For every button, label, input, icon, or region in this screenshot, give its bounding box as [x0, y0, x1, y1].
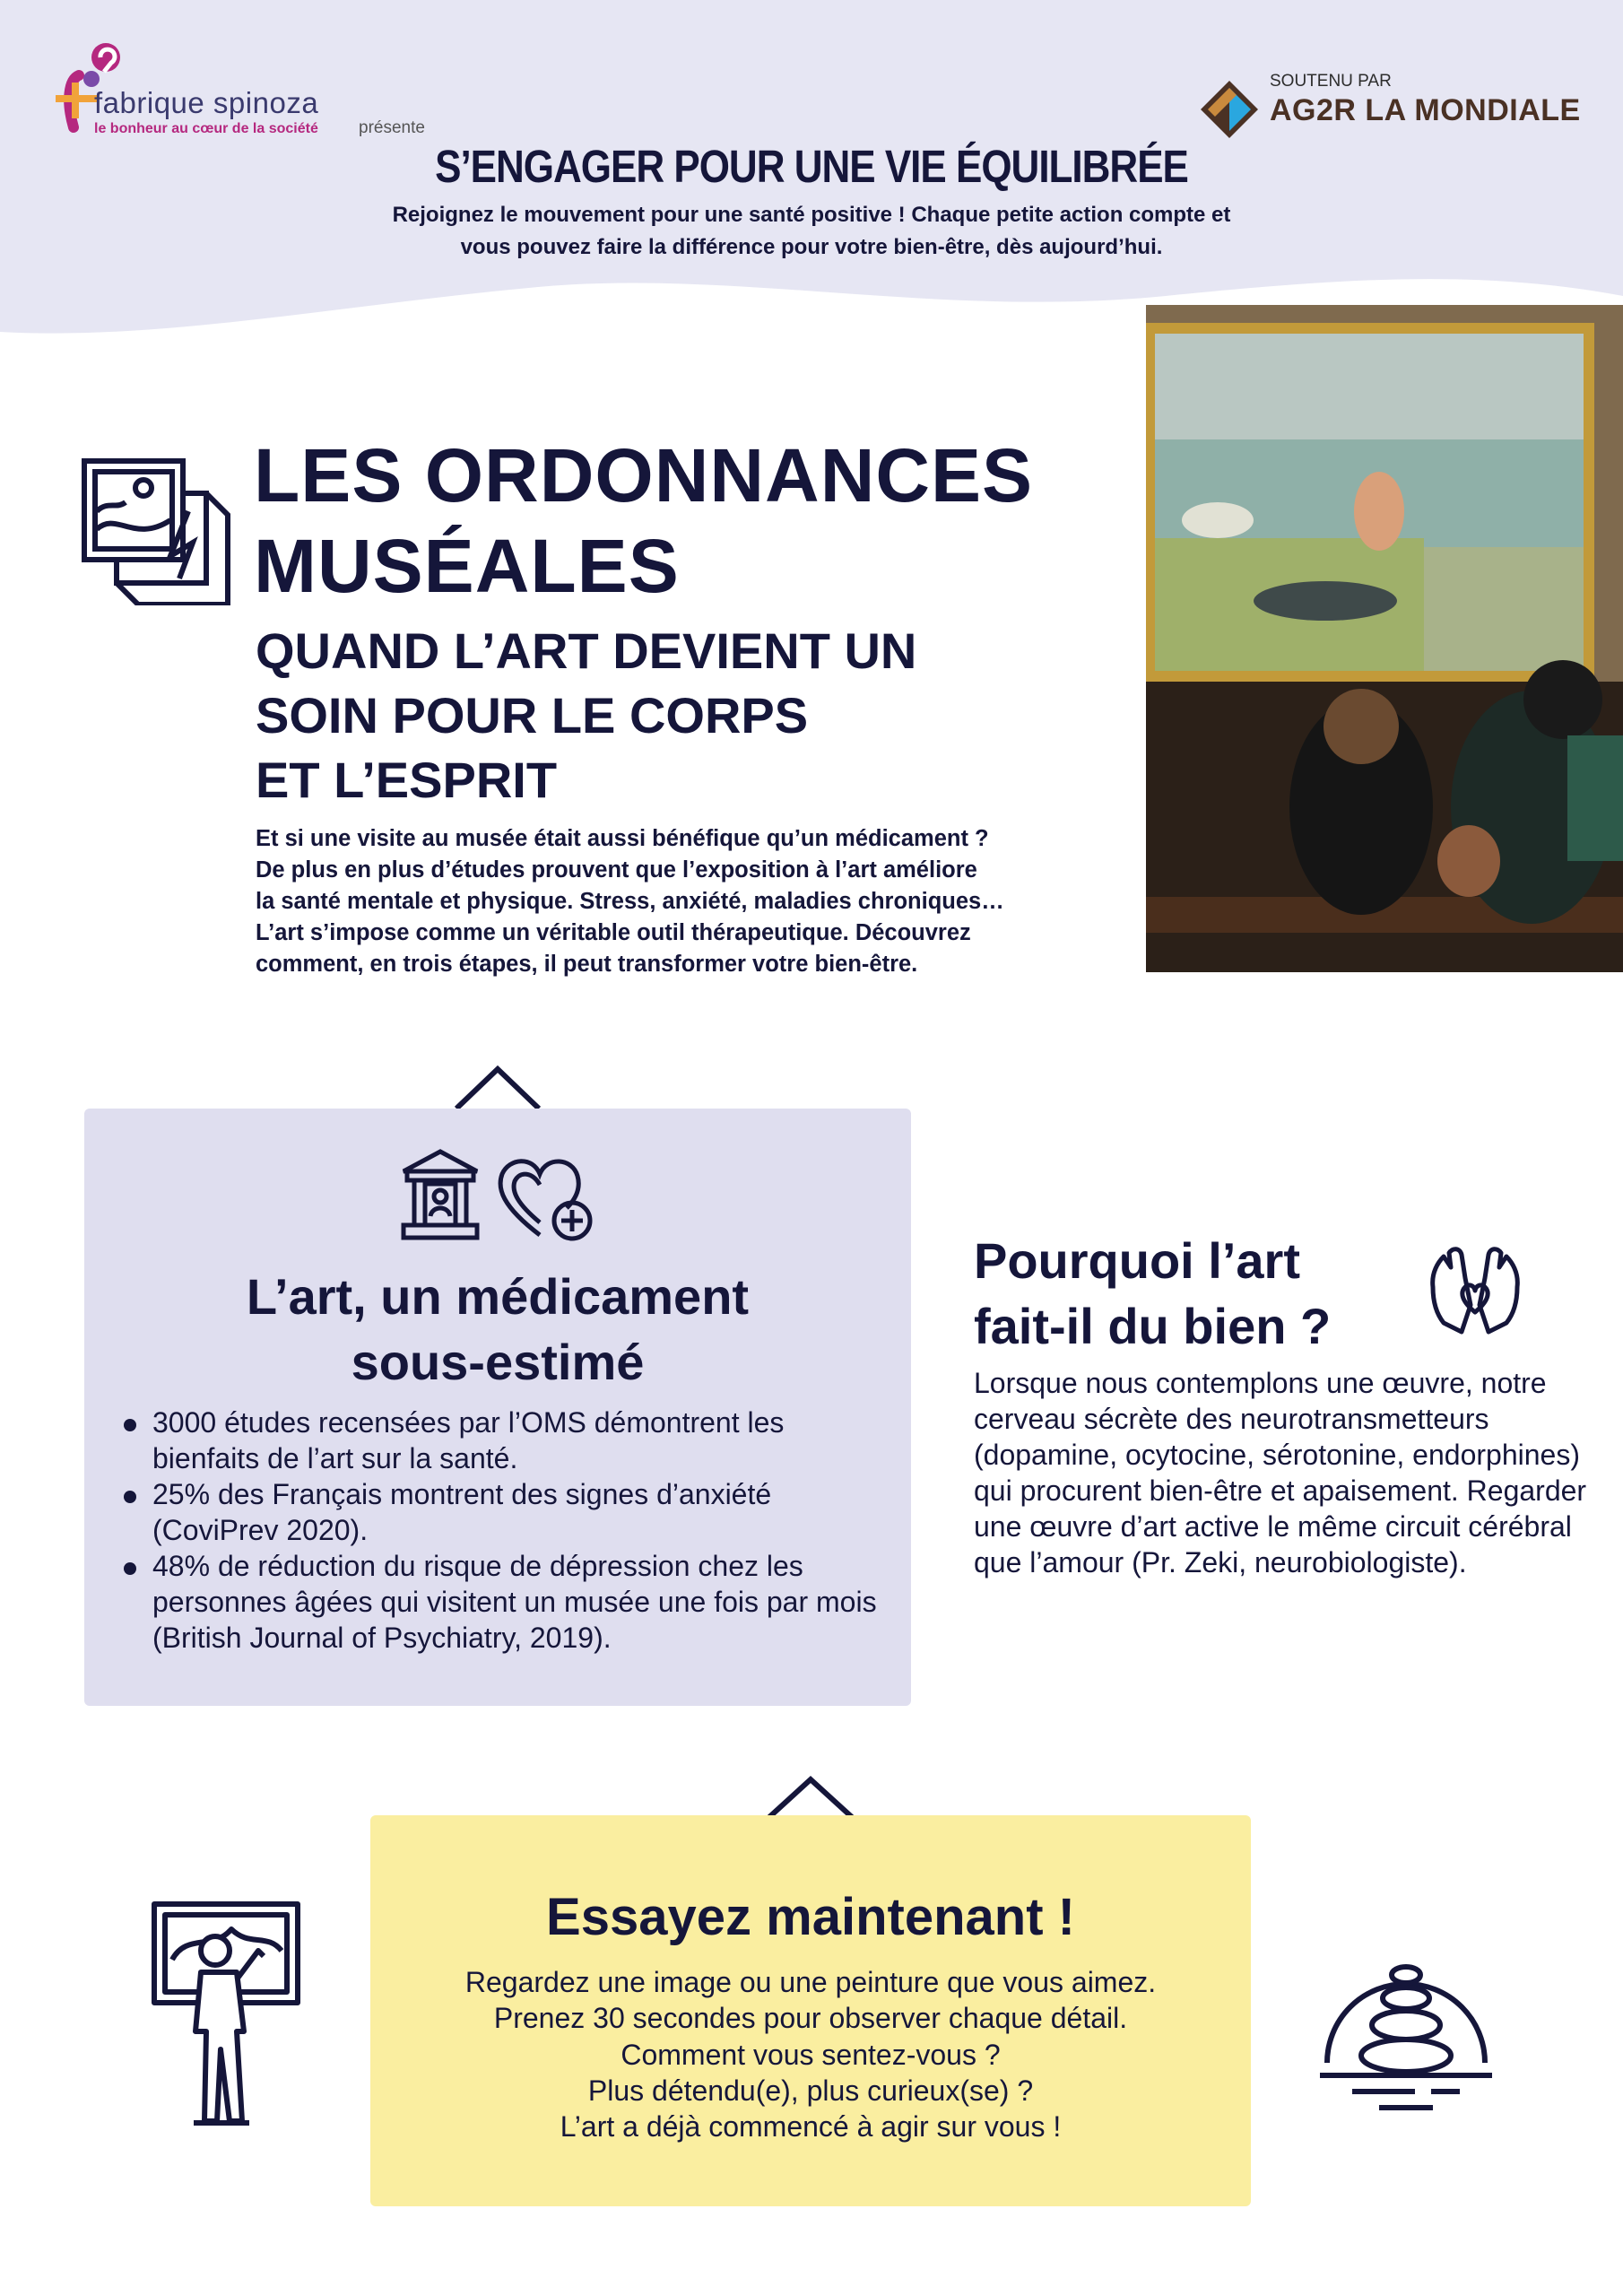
brand-name: fabrique spinoza [94, 86, 319, 119]
try-body: Regardez une image ou une peinture que vous aimez. Prenez 30 secondes pour observer chaque détail. Comment vous sentez-vous ? Plus détendu(e), plus curieux(se) ? L’art a déjà commencé à agir sur vous ! [464, 1966, 1157, 2144]
hero-intro: Et si une visite au musée était aussi bénéfique qu’un médicament ? De plus en plus d’études prouvent que l’exposition à l’art améliore la santé mentale et physique. Stress, anxiété, maladies chroniques… L’art s’impose comme un véritable outil thérapeutique. Découvrez comment, en trois étapes, il peut transformer votre bien-être. [256, 826, 1004, 977]
art-viewer-icon [151, 1897, 303, 2130]
why-body: Lorsque nous contemplons une œuvre, notre cerveau sécrète des neurotransmetteurs (dopamine, ocytocine, sérotonine, endorphines) qui procurent bien-être et apaisement. Regarder une œuvre d’art active le même circuit cérébral que l’amour (Pr. Zeki, neurobiologiste). [974, 1367, 1587, 1578]
why-title: Pourquoi l’art fait-il du bien ? [974, 1232, 1332, 1354]
list-item: 3000 études recensées par l’OMS démontrent les bienfaits de l’art sur la santé. [152, 1405, 879, 1476]
stacked-stones-icon [1316, 1919, 1496, 2117]
sponsor-name: AG2R LA MONDIALE [1270, 93, 1581, 127]
bullet-dot [124, 1562, 136, 1575]
museum-icon [400, 1148, 481, 1241]
medicine-title: L’art, un médicament sous-estimé [246, 1268, 750, 1390]
bullet-dot [124, 1491, 136, 1503]
supported-by-label: SOUTENU PAR [1270, 72, 1392, 91]
list-item: 48% de réduction du risque de dépression chez les personnes âgées qui visitent un musée une fois par mois (British Journal of Psychiatry, 2019). [152, 1548, 879, 1656]
heart-plus-icon [493, 1152, 599, 1242]
try-title: Essayez maintenant ! [546, 1888, 1075, 1946]
frame-icon [81, 457, 233, 605]
brand-tagline: le bonheur au cœur de la société [94, 121, 318, 136]
step-arrow-1 [453, 1064, 542, 1110]
header-title: S’ENGAGER POUR UNE VIE ÉQUILIBRÉE [435, 142, 1188, 193]
hero-title: LES ORDONNANCES MUSÉALES [254, 433, 1034, 608]
ag2r-logo-icon [1197, 77, 1262, 142]
step-arrow-2 [766, 1774, 855, 1819]
hero-subtitle: QUAND L’ART DEVIENT UN SOIN POUR LE CORPS ET L’ESPRIT [256, 622, 917, 809]
medicine-facts-list [152, 1405, 879, 1656]
hands-heart-icon [1426, 1242, 1524, 1341]
list-item: 25% des Français montrent des signes d’anxiété (CoviPrev 2020). [152, 1476, 879, 1548]
presents-label: présente [359, 118, 425, 137]
museum-photo [1146, 305, 1623, 972]
bullet-dot [124, 1419, 136, 1431]
header-subtitle: Rejoignez le mouvement pour une santé positive ! Chaque petite action compte et vous pouvez faire la différence pour votre bien-être, dès aujourd’hui. [392, 203, 1231, 259]
